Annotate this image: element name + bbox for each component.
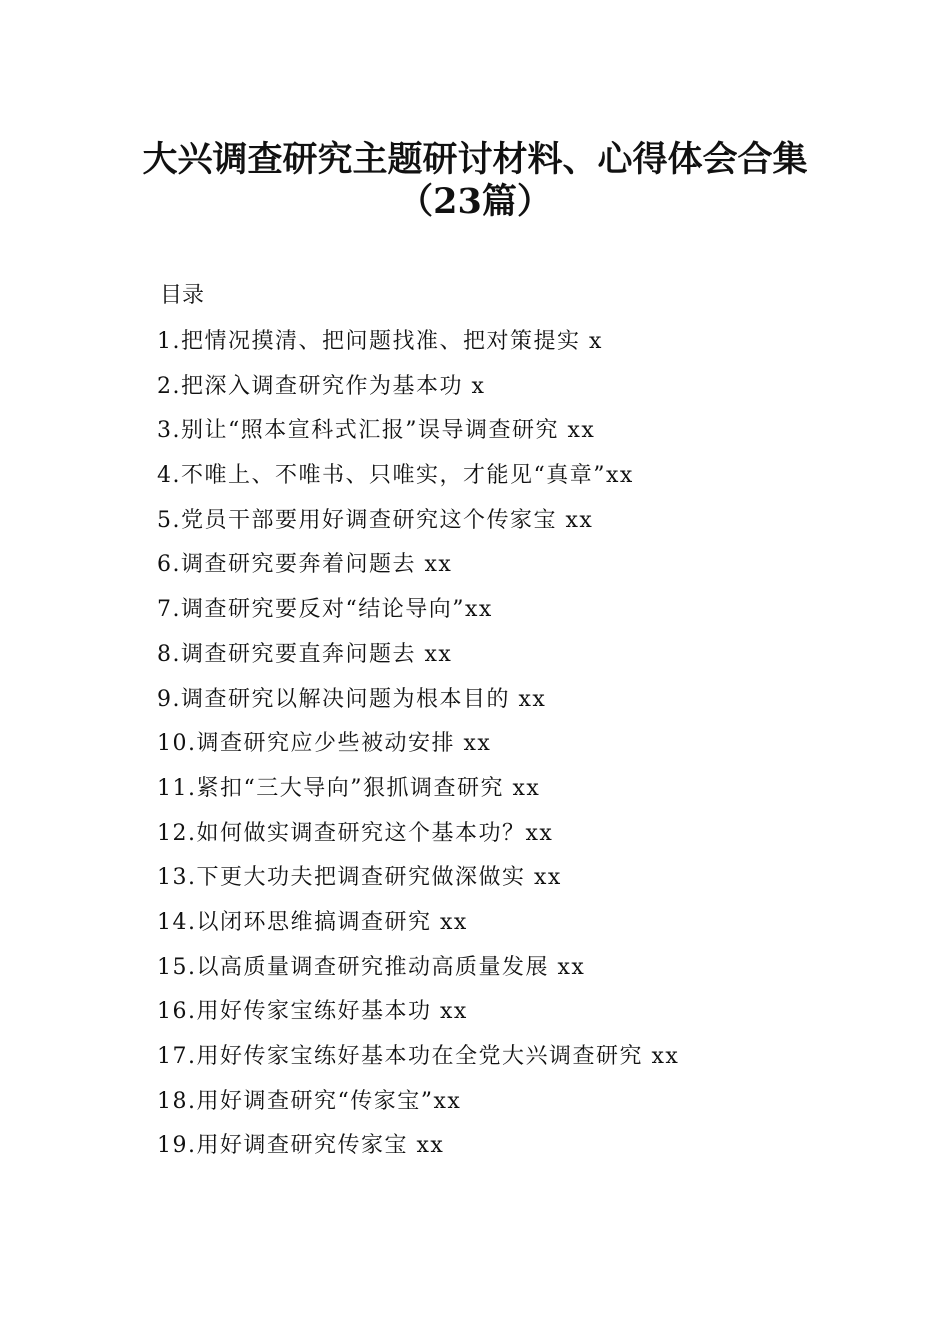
toc-item: 6.调查研究要奔着问题去 xx bbox=[157, 552, 453, 578]
toc-item: 15.以高质量调查研究推动高质量发展 xx bbox=[157, 954, 586, 980]
toc-item: 5.党员干部要用好调查研究这个传家宝 xx bbox=[157, 507, 594, 533]
toc-item: 8.调查研究要直奔问题去 xx bbox=[157, 641, 453, 667]
toc-item: 14.以闭环思维搞调查研究 xx bbox=[157, 909, 468, 935]
toc-item: 19.用好调查研究传家宝 xx bbox=[157, 1133, 445, 1159]
toc-item: 18.用好调查研究“传家宝”xx bbox=[157, 1088, 462, 1114]
toc-item: 4.不唯上、不唯书、只唯实，才能见“真章”xx bbox=[157, 463, 634, 489]
toc-item: 13.下更大功夫把调查研究做深做实 xx bbox=[157, 865, 562, 891]
toc-item: 12.如何做实调查研究这个基本功？xx bbox=[157, 820, 554, 846]
toc-item: 2.把深入调查研究作为基本功 x bbox=[157, 373, 486, 399]
toc-item: 3.别让“照本宣科式汇报”误导调查研究 xx bbox=[157, 418, 596, 444]
toc-item: 7.调查研究要反对“结论导向”xx bbox=[157, 597, 493, 623]
table-of-contents bbox=[157, 327, 679, 1176]
toc-item: 16.用好传家宝练好基本功 xx bbox=[157, 999, 468, 1025]
toc-item: 9.调查研究以解决问题为根本目的 xx bbox=[157, 686, 547, 712]
toc-item: 10.调查研究应少些被动安排 xx bbox=[157, 731, 492, 757]
toc-item: 11.紧扣“三大导向”狠抓调查研究 xx bbox=[157, 775, 541, 801]
document-subtitle-count: （23篇） bbox=[398, 181, 552, 222]
toc-item: 1.把情况摸清、把问题找准、把对策提实 x bbox=[157, 329, 603, 354]
toc-item: 17.用好传家宝练好基本功在全党大兴调查研究 xx bbox=[157, 1044, 680, 1069]
toc-heading: 目录 bbox=[160, 283, 205, 308]
document-title: 大兴调查研究主题研讨材料、心得体会合集 bbox=[142, 139, 808, 180]
